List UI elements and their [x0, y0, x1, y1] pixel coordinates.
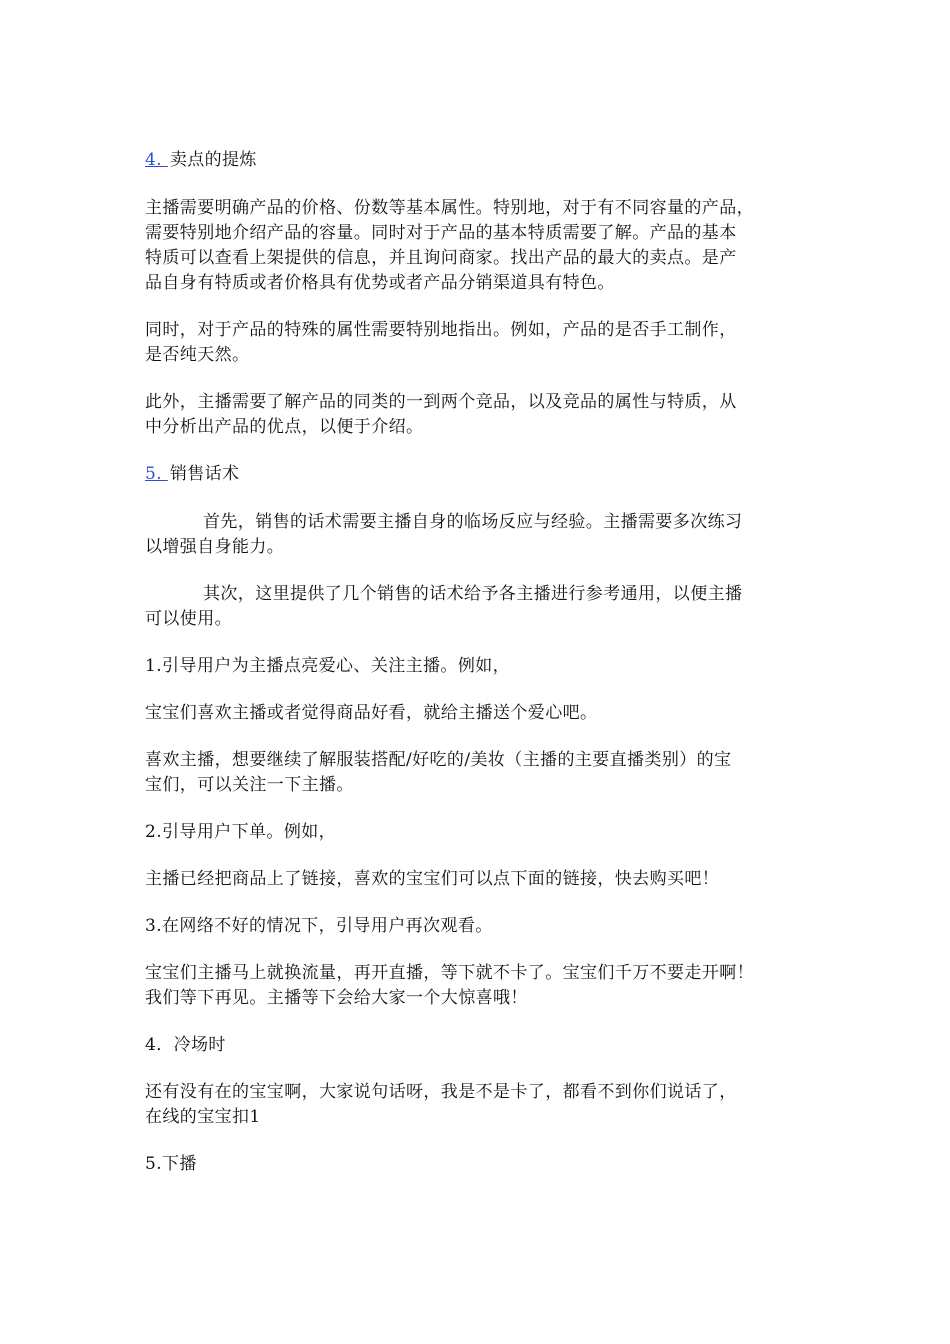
text-line: 还有没有在的宝宝啊，大家说句话呀，我是不是卡了，都看不到你们说话了，: [145, 1082, 737, 1102]
list-item: [145, 961, 810, 1011]
text-line: 是否纯天然。: [145, 345, 250, 365]
text-line: 同时，对于产品的特殊的属性需要特别地指出。例如，产品的是否手工制作，: [145, 320, 737, 340]
paragraph: [145, 390, 810, 440]
text-line: 主播需要明确产品的价格、份数等基本属性。特别地，对于有不同容量的产品，: [145, 198, 754, 218]
list-item: [145, 748, 810, 798]
list-item: [145, 701, 810, 726]
text-line: 4．冷场时: [145, 1035, 226, 1055]
text-line: 品自身有特质或者价格具有优势或者产品分销渠道具有特色。: [145, 273, 615, 293]
text-line: 3.在网络不好的情况下，引导用户再次观看。: [145, 916, 493, 936]
text-line: 需要特别地介绍产品的容量。同时对于产品的基本特质需要了解。产品的基本: [145, 223, 737, 243]
text-line: 特质可以查看上架提供的信息，并且询问商家。找出产品的最大的卖点。是产: [145, 248, 737, 268]
paragraph: [145, 582, 810, 632]
text-line: 其次，这里提供了几个销售的话术给予各主播进行参考通用，以便主播: [203, 584, 743, 604]
section-heading-5: [145, 462, 810, 487]
list-item: [145, 820, 810, 845]
text-line: 可以使用。: [145, 609, 232, 629]
section-5-number-link[interactable]: 5.: [145, 464, 168, 484]
text-line: 5.下播: [145, 1154, 197, 1174]
section-5-title: 销售话术: [169, 464, 240, 484]
text-line: 喜欢主播，想要继续了解服装搭配/好吃的/美妆（主播的主要直播类别）的宝: [145, 750, 732, 770]
list-item: [145, 1152, 810, 1177]
paragraph: [145, 196, 810, 296]
text-line: 以增强自身能力。: [145, 537, 285, 557]
text-line: 宝宝们主播马上就换流量，再开直播，等下就不卡了。宝宝们千万不要走开啊！: [145, 963, 754, 983]
text-line: 2.引导用户下单。例如，: [145, 822, 337, 842]
list-item: [145, 867, 810, 892]
text-line: 宝们，可以关注一下主播。: [145, 775, 354, 795]
list-item: [145, 914, 810, 939]
text-line: 我们等下再见。主播等下会给大家一个大惊喜哦！: [145, 988, 528, 1008]
document-page: [145, 148, 810, 1199]
section-4-number-link[interactable]: 4.: [145, 150, 168, 170]
text-line: 宝宝们喜欢主播或者觉得商品好看，就给主播送个爱心吧。: [145, 703, 598, 723]
text-line: 1.引导用户为主播点亮爱心、关注主播。例如，: [145, 656, 511, 676]
text-line: 中分析出产品的优点，以便于介绍。: [145, 417, 424, 437]
text-line: 在线的宝宝扣1: [145, 1107, 261, 1127]
list-item: [145, 1033, 810, 1058]
section-heading-4: [145, 148, 810, 173]
paragraph: [145, 510, 810, 560]
section-4-title: 卖点的提炼: [169, 150, 257, 170]
list-item: [145, 654, 810, 679]
list-item: [145, 1080, 810, 1130]
text-line: 首先，销售的话术需要主播自身的临场反应与经验。主播需要多次练习: [203, 512, 743, 532]
paragraph: [145, 318, 810, 368]
text-line: 此外，主播需要了解产品的同类的一到两个竞品，以及竞品的属性与特质，从: [145, 392, 737, 412]
text-line: 主播已经把商品上了链接，喜欢的宝宝们可以点下面的链接，快去购买吧！: [145, 869, 720, 889]
